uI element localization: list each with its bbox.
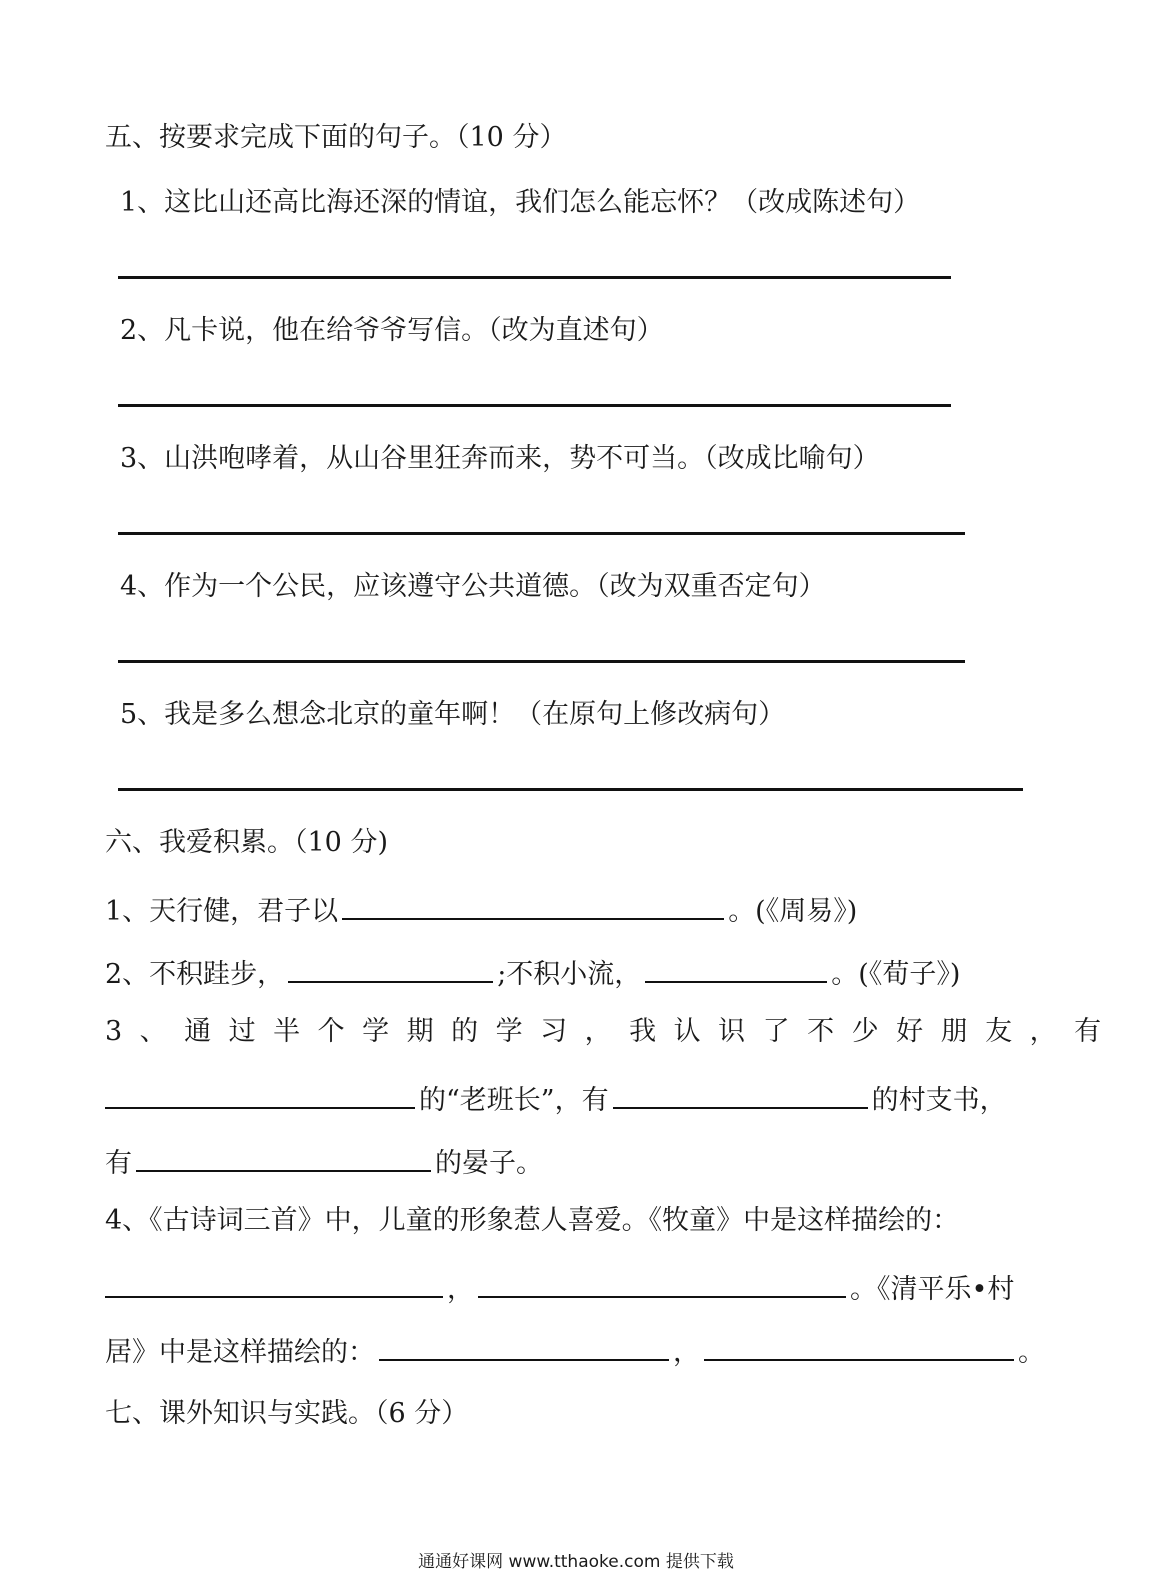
q3-blank-2[interactable]	[613, 1077, 868, 1109]
answer-line-1[interactable]	[118, 276, 951, 279]
q4-end3: 。	[1018, 1337, 1045, 1368]
answer-line-4[interactable]	[118, 660, 965, 663]
q1-prefix: 1、天行健，君子以	[105, 896, 339, 927]
q2-blank-2[interactable]	[645, 951, 827, 983]
section6-q3-line3	[105, 1140, 543, 1182]
section6-q2	[105, 951, 960, 993]
q2-mid: ;不积小流，	[497, 959, 642, 990]
section7-title: 七、课外知识与实践。（6 分）	[105, 1398, 469, 1429]
section6-q3-line2	[105, 1077, 1007, 1119]
q3-mid2: 的村支书，	[871, 1085, 1007, 1116]
q3-mid1: 的“老班长”，有	[419, 1085, 609, 1116]
q4-comma3: ，	[673, 1337, 700, 1368]
q4-blank-4[interactable]	[704, 1329, 1014, 1361]
q4-blank-1[interactable]	[105, 1266, 443, 1298]
q4-comma: ，	[447, 1274, 474, 1305]
q4-tail2: 。《清平乐•村	[850, 1274, 1015, 1305]
q3-blank-1[interactable]	[105, 1077, 415, 1109]
section6-q4-line3	[105, 1329, 1045, 1371]
q4-blank-3[interactable]	[379, 1329, 669, 1361]
section5-item-2: 2、凡卡说，他在给爷爷写信。（改为直述句）	[120, 315, 664, 346]
q1-suffix: 。(《周易》)	[728, 896, 858, 927]
section6-q1	[105, 888, 857, 930]
section5-title: 五、按要求完成下面的句子。（10 分）	[105, 122, 567, 153]
section5-item-3: 3、山洪咆哮着，从山谷里狂奔而来，势不可当。（改成比喻句）	[120, 443, 880, 474]
answer-line-5[interactable]	[118, 788, 1023, 791]
q2-suffix: 。(《荀子》)	[831, 959, 961, 990]
q3-blank-3[interactable]	[136, 1140, 431, 1172]
section6-q3-line1: 3、通过半个学期的学习，我认识了不少好朋友，有	[105, 1016, 1119, 1047]
q2-blank-1[interactable]	[288, 951, 493, 983]
answer-line-3[interactable]	[118, 532, 965, 535]
section6-title: 六、我爱积累。（10 分)	[105, 827, 388, 858]
q3-prefix3: 有	[105, 1148, 132, 1179]
section5-item-5: 5、我是多么想念北京的童年啊！（在原句上修改病句）	[120, 699, 786, 730]
section6-q4-line2	[105, 1266, 1014, 1308]
q1-blank[interactable]	[342, 888, 724, 920]
q2-prefix: 2、不积跬步，	[105, 959, 285, 990]
q4-blank-2[interactable]	[478, 1266, 846, 1298]
q4-prefix3: 居》中是这样描绘的：	[105, 1337, 375, 1368]
section5-item-1: 1、这比山还高比海还深的情谊，我们怎么能忘怀？（改成陈述句）	[120, 187, 921, 218]
page-footer: 通通好课网 www.tthaoke.com 提供下载	[418, 1552, 734, 1572]
answer-line-2[interactable]	[118, 404, 951, 407]
section5-item-4: 4、作为一个公民，应该遵守公共道德。（改为双重否定句）	[120, 571, 826, 602]
q3-suffix3: 的晏子。	[435, 1148, 543, 1179]
section6-q4-line1: 4、《古诗词三首》中，儿童的形象惹人喜爱。《牧童》中是这样描绘的：	[105, 1205, 960, 1236]
